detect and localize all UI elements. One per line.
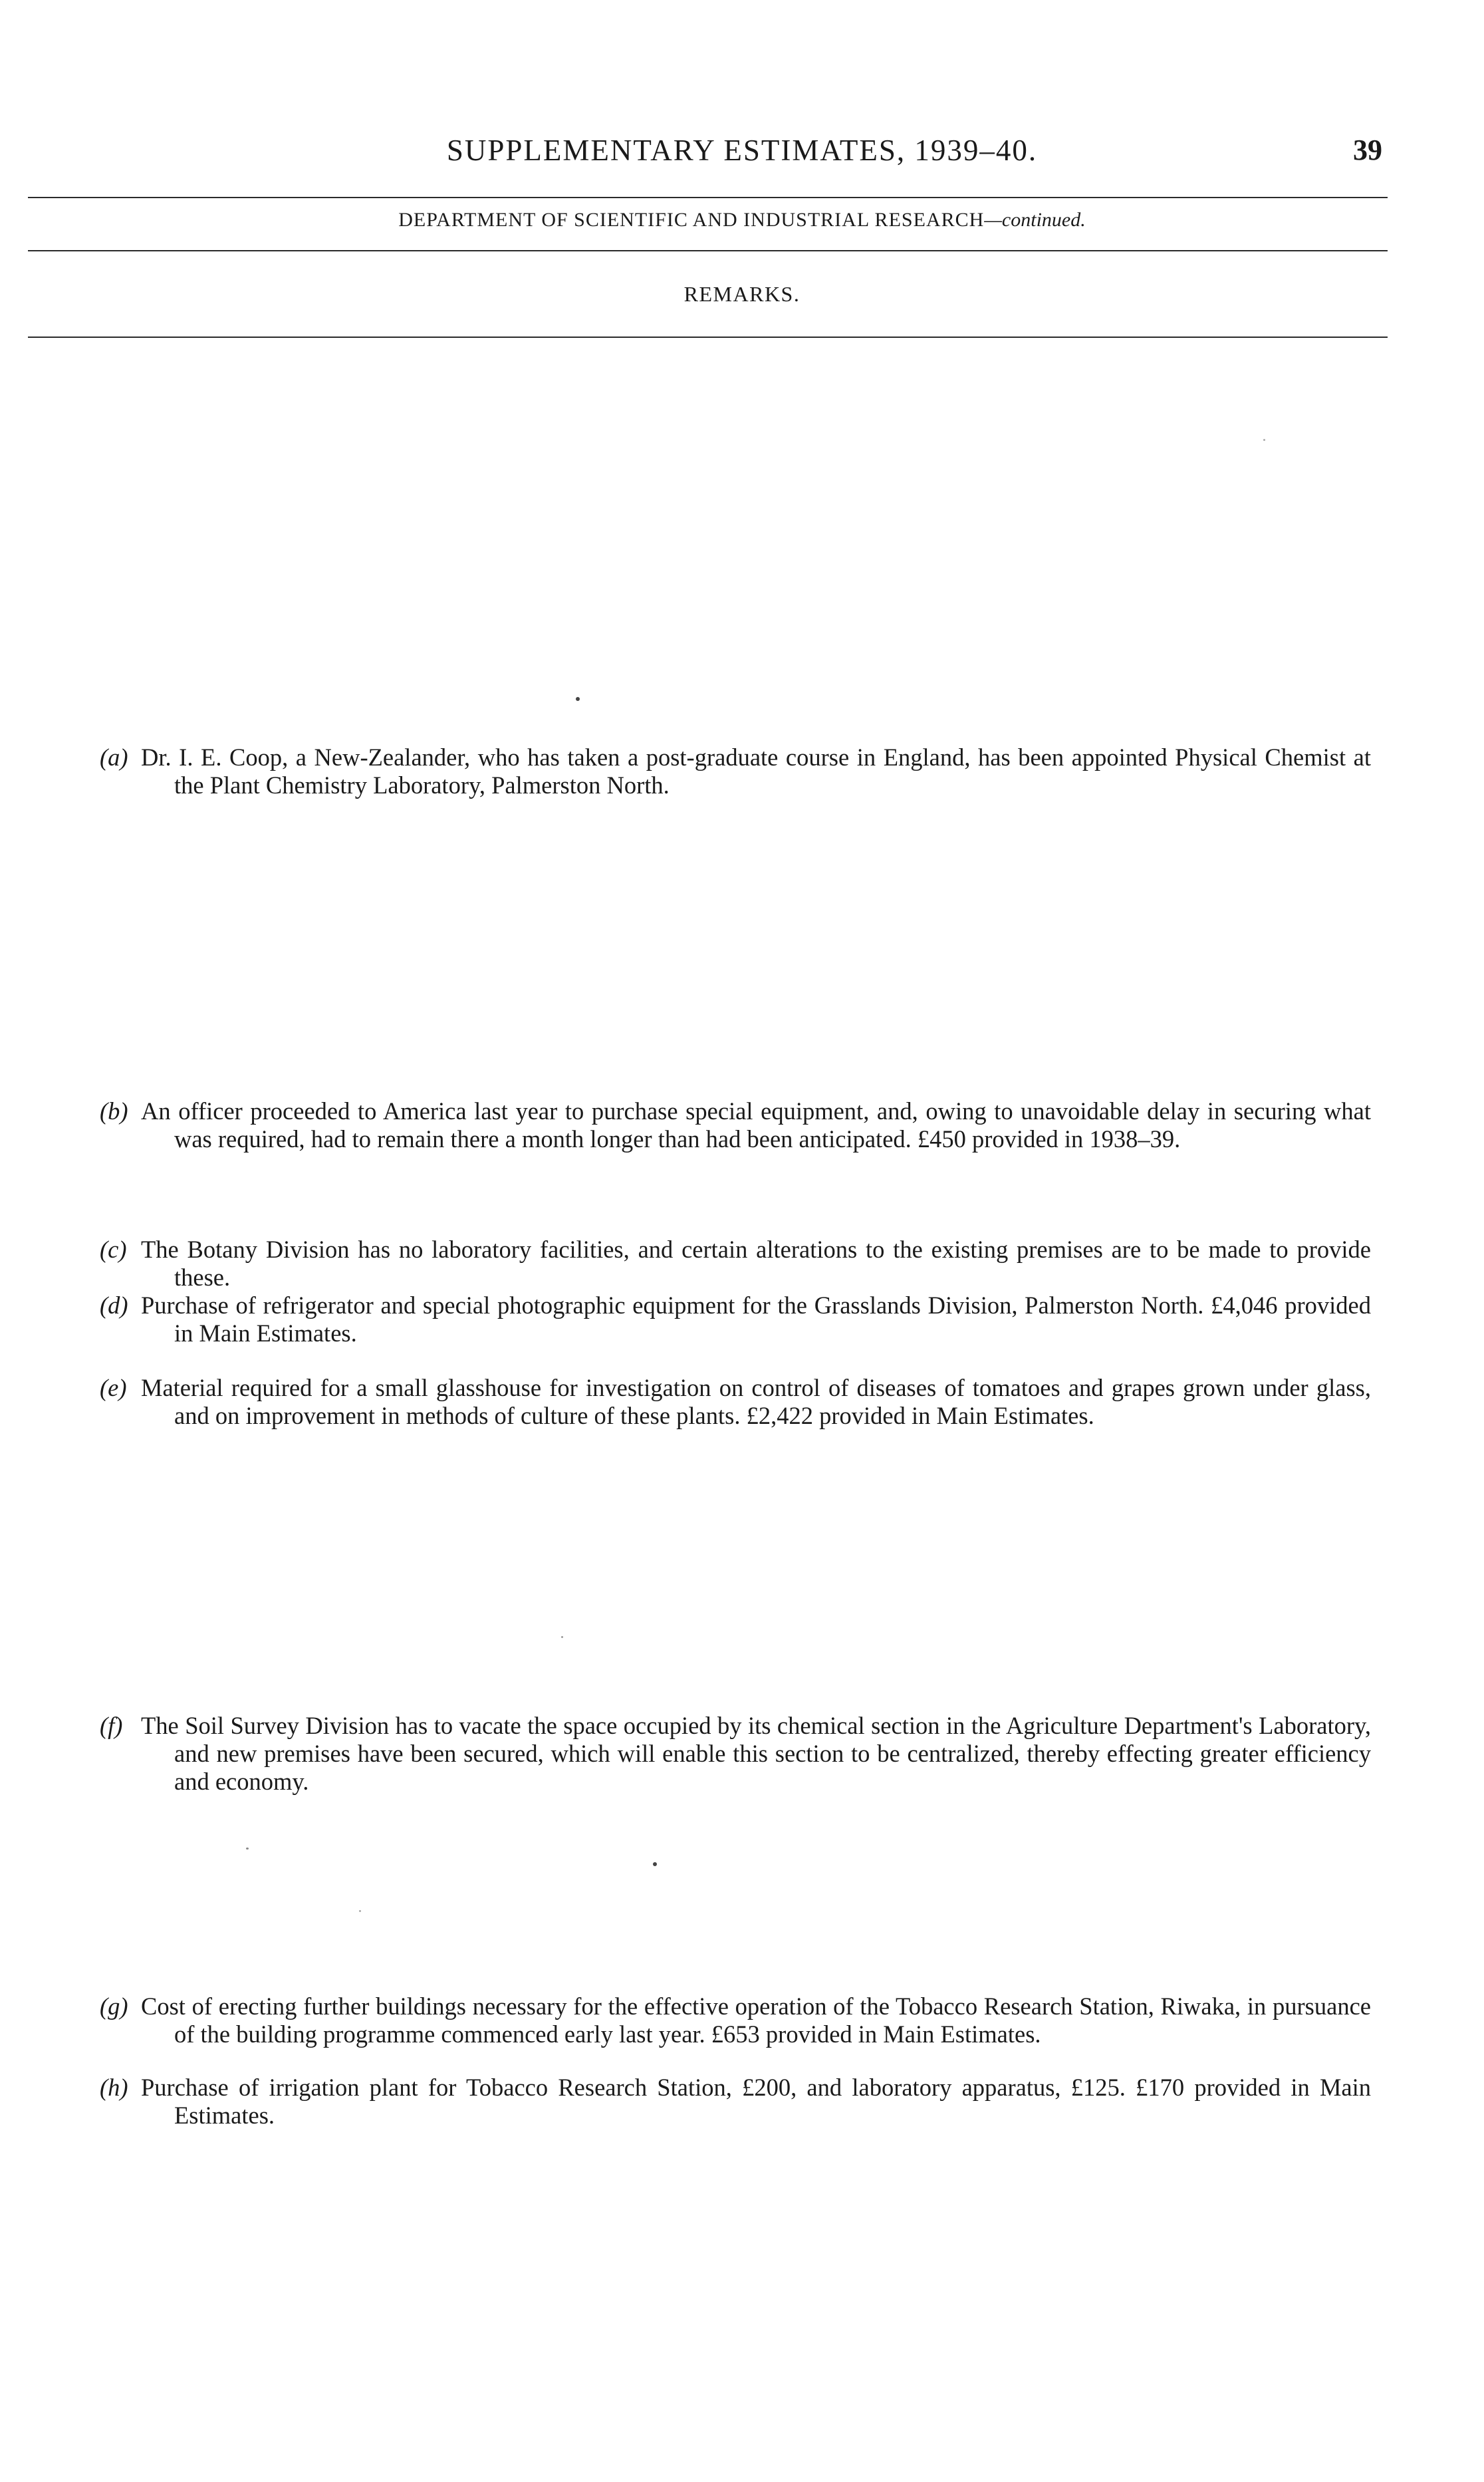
remark-b — [100, 1097, 1371, 1153]
remark-text: Cost of erecting further buildings necessary for the effective operation of the Tobacco Research Station, Riwaka, in pursuance of the building programme commenced early last year. £653 provided in Main Estimates. — [141, 1993, 1371, 2048]
remark-text: An officer proceeded to America last year to purchase special equipment, and, owing to unavoidable delay in securing what was required, had to remain there a month longer than had been anticipated. £450 provided in 1938–39. — [141, 1097, 1371, 1153]
remark-letter: (d) — [100, 1292, 128, 1319]
remark-a — [100, 744, 1371, 799]
remark-letter: (g) — [100, 1993, 128, 2020]
page-number: 39 — [1353, 134, 1382, 166]
scan-speck — [653, 1862, 657, 1866]
header-rule-middle — [28, 250, 1388, 251]
department-name: DEPARTMENT OF SCIENTIFIC AND INDUSTRIAL RESEARCH — [398, 209, 985, 231]
remark-text: Dr. I. E. Coop, a New-Zealander, who has taken a post-graduate course in England, has been appointed Physical Chemist at the Plant Chemistry Laboratory, Palmerston North. — [141, 744, 1371, 799]
remark-letter: (b) — [100, 1097, 128, 1125]
scan-speck — [359, 1910, 361, 1912]
remark-h — [100, 2074, 1371, 2130]
remark-text: Purchase of irrigation plant for Tobacco Research Station, £200, and laboratory apparatus, £125. £170 provided in Main Estimates. — [141, 2074, 1371, 2129]
header-rule-bottom — [28, 337, 1388, 338]
remark-d — [100, 1292, 1371, 1347]
section-heading: REMARKS. — [683, 282, 801, 306]
remark-letter: (h) — [100, 2074, 128, 2101]
page-title: SUPPLEMENTARY ESTIMATES, 1939–40. — [446, 134, 1038, 167]
department-heading — [0, 210, 1484, 230]
remark-e — [100, 1374, 1371, 1430]
scan-speck — [576, 697, 580, 701]
remark-g — [100, 1993, 1371, 2048]
remark-letter: (a) — [100, 744, 128, 771]
remark-text: Material required for a small glasshouse for investigation on control of diseases of tomatoes and grapes grown under glass, and on improvement in methods of culture of these plants. £2,422 provided in Main Estimates. — [141, 1374, 1371, 1429]
remark-f — [100, 1712, 1371, 1796]
scan-speck — [561, 1636, 563, 1638]
remark-c — [100, 1236, 1371, 1292]
remark-letter: (c) — [100, 1236, 127, 1263]
remark-text: The Soil Survey Division has to vacate the space occupied by its chemical section in the Agriculture Department's Laboratory, and new premises have been secured, which will enable this section to be centralized, thereby effecting greater efficiency and economy. — [141, 1712, 1371, 1795]
remark-letter: (e) — [100, 1374, 127, 1401]
remark-letter: (f) — [100, 1712, 123, 1739]
scan-speck — [1263, 439, 1265, 441]
scan-speck — [246, 1848, 249, 1850]
remark-text: Purchase of refrigerator and special photographic equipment for the Grasslands Division, Palmerston North. £4,046 provided in Main Estimates. — [141, 1292, 1371, 1347]
remark-text: The Botany Division has no laboratory facilities, and certain alterations to the existing premises are to be made to provide these. — [141, 1236, 1371, 1291]
continued-label: —continued. — [984, 209, 1086, 231]
header-rule-top — [28, 197, 1388, 198]
